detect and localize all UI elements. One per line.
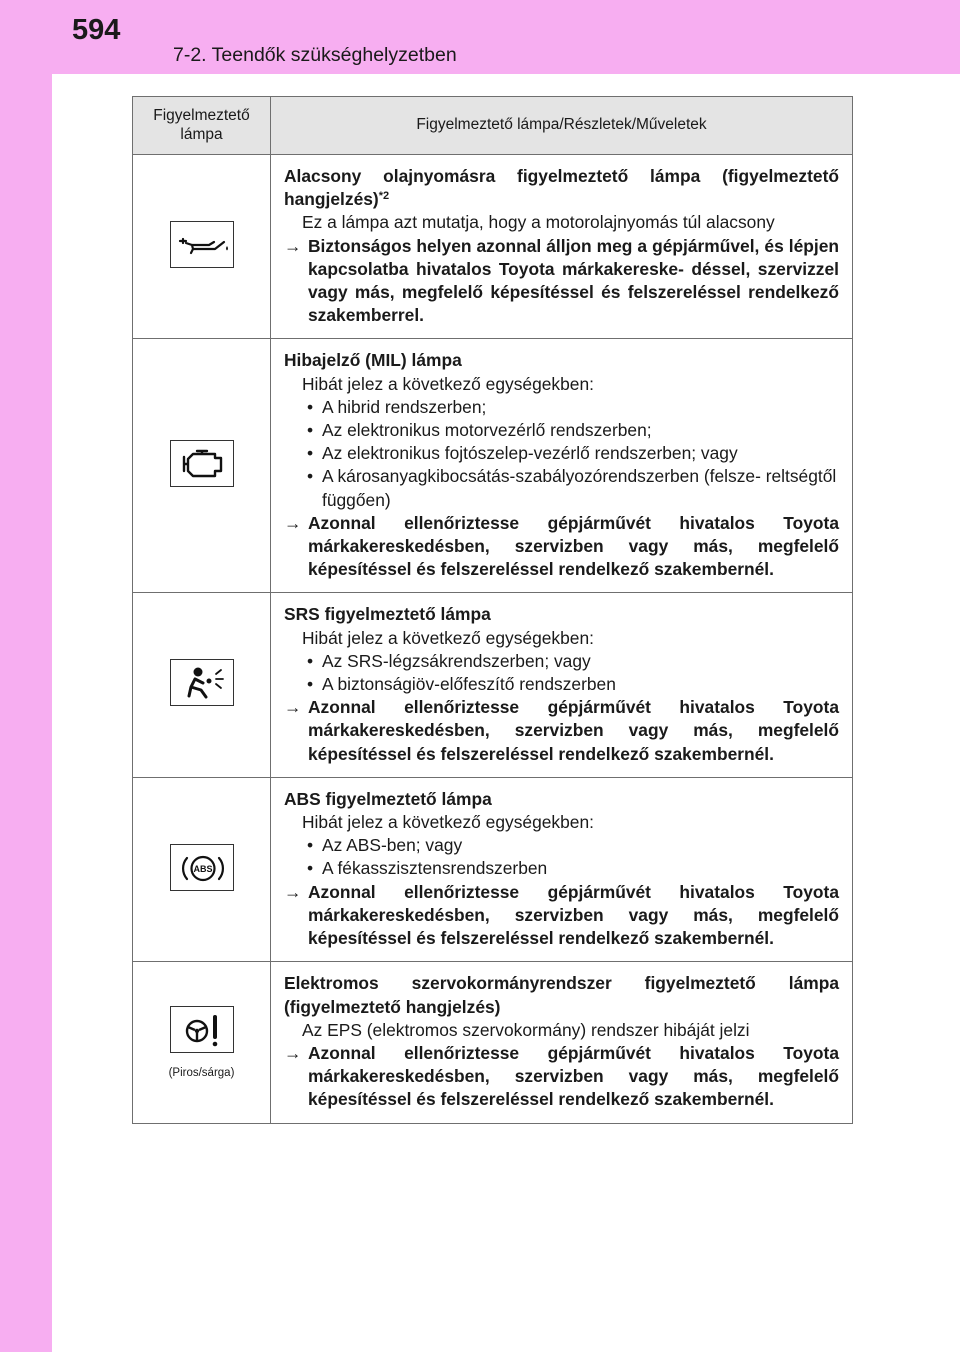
table-row xyxy=(133,777,853,961)
lamp-description: Hibát jelez a következő egységekben: xyxy=(302,627,594,648)
lamp-description: Ez a lámpa azt mutatja, hogy a motorolajnyomás túl alacsony xyxy=(302,212,775,233)
list-item: • A biztonságiöv-előfeszítő rendszerben xyxy=(307,674,616,695)
arrow-icon: → xyxy=(284,697,302,718)
table-header-row xyxy=(133,97,853,155)
lamp-action: → Azonnal ellenőriztesse gépjárművét hivatalos Toyota márkakereskedésben, szervizben vagy más, megfelelő képesítéssel és felszereléssel rendelkező szakembernél. xyxy=(284,697,839,764)
engine-icon xyxy=(170,440,234,487)
icon-cell xyxy=(133,962,271,1123)
details-cell xyxy=(271,962,853,1123)
arrow-icon: → xyxy=(284,235,302,256)
list-item: • A hibrid rendszerben; xyxy=(307,396,487,417)
list-item: • Az elektronikus fojtószelep-vezérlő rendszerben; vagy xyxy=(307,443,738,464)
airbag-icon xyxy=(170,659,234,706)
arrow-icon: → xyxy=(284,1042,302,1063)
table-row xyxy=(133,593,853,777)
lamp-action: → Azonnal ellenőriztesse gépjárművét hivatalos Toyota márkakereskedésben, szervizben vagy más, megfelelő képesítéssel és felszereléssel rendelkező szakembernél. xyxy=(284,512,839,580)
lamp-title: ABS figyelmeztető lámpa xyxy=(284,788,492,809)
details-cell xyxy=(271,339,853,593)
lamp-title: Alacsony olajnyomásra figyelmeztető lámpa (figyelmeztető hangjelzés)$^{*2}$ xyxy=(284,166,839,210)
warning-lamp-table xyxy=(132,96,853,1124)
oil-can-icon xyxy=(170,221,234,268)
icon-cell xyxy=(133,339,271,593)
abs-icon xyxy=(170,844,234,891)
details-cell xyxy=(271,155,853,339)
lamp-action: → Azonnal ellenőriztesse gépjárművét hivatalos Toyota márkakereskedésben, szervizben vagy más, megfelelő képesítéssel és felszereléssel rendelkező szakembernél. xyxy=(284,1042,839,1110)
lamp-description: Hibát jelez a következő egységekben: xyxy=(302,373,594,394)
lamp-title: Elektromos szervokormányrendszer figyelmeztető lámpa (figyelmeztető hangjelzés) xyxy=(284,973,839,1017)
lamp-action: → Azonnal ellenőriztesse gépjárművét hivatalos Toyota márkakereskedésben, szervizben vagy más, megfelelő képesítéssel és felszereléssel rendelkező szakembernél. xyxy=(284,881,839,949)
table-row xyxy=(133,339,853,593)
details-cell xyxy=(271,777,853,961)
lamp-action: → Biztonságos helyen azonnal álljon meg a gépjárművel, és lépjen kapcsolatba hivatalos Toyota márkakereske- déssel, szervizzel vagy más, megfelelő képesítéssel és felszereléssel rendelkező szakemberrel. xyxy=(284,235,839,326)
col-header-lamp: Figyelmeztető lámpa xyxy=(133,97,271,155)
lamp-description: Hibát jelez a következő egységekben: xyxy=(302,812,594,833)
steering-warning-icon xyxy=(170,1006,234,1053)
arrow-icon: → xyxy=(284,881,302,902)
list-item: • Az SRS-légzsákrendszerben; vagy xyxy=(307,650,591,671)
icon-cell xyxy=(133,777,271,961)
lamp-description: Az EPS (elektromos szervokormány) rendszer hibáját jelzi xyxy=(302,1019,750,1040)
list-item: • A károsanyagkibocsátás-szabályozórendszerben (felsze- reltségtől függően) xyxy=(307,466,837,510)
lamp-title: SRS figyelmeztető lámpa xyxy=(284,604,491,625)
list-item: • Az ABS-ben; vagy xyxy=(307,835,463,856)
details-cell xyxy=(271,593,853,777)
icon-cell xyxy=(133,593,271,777)
list-item: • A fékasszisztensrendszerben xyxy=(307,858,548,879)
icon-caption: (Piros/sárga) xyxy=(168,1066,235,1079)
abs-icon-label: ABS xyxy=(192,863,213,874)
page-number: 594 xyxy=(72,14,121,46)
footnote-marker: *2 xyxy=(378,190,390,203)
list-item: • Az elektronikus motorvezérlő rendszerben; xyxy=(307,420,652,441)
icon-cell xyxy=(133,155,271,339)
section-title: 7-2. Teendők szükséghelyzetben xyxy=(173,44,457,66)
lamp-title: Hibajelző (MIL) lámpa xyxy=(284,350,462,371)
table-row xyxy=(133,155,853,339)
table-row xyxy=(133,962,853,1123)
col-header-details: Figyelmeztető lámpa/Részletek/Műveletek xyxy=(271,97,853,155)
side-color-band xyxy=(0,0,52,1352)
arrow-icon: → xyxy=(284,512,302,533)
